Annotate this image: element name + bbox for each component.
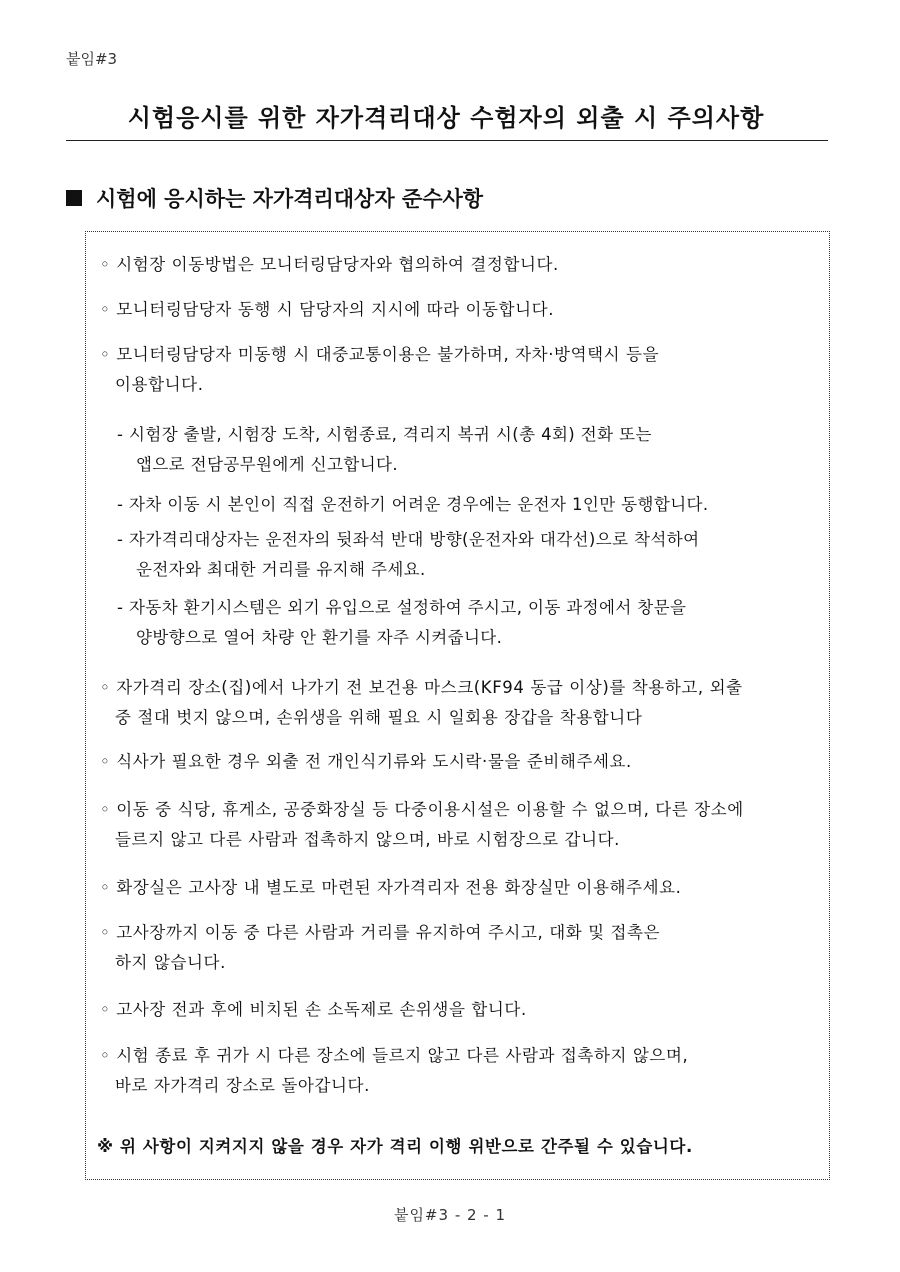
list-item — [100, 995, 822, 1025]
item-text: 고사장 전과 후에 비치된 손 소독제로 손위생을 합니다. — [116, 1000, 527, 1019]
item-text: 화장실은 고사장 내 별도로 마련된 자가격리자 전용 화장실만 이용해주세요. — [116, 878, 682, 897]
item-text-continued: 이용합니다. — [115, 375, 204, 394]
bullet-icon: ◦ — [100, 255, 111, 274]
list-item — [100, 250, 822, 280]
item-text: 시험장 이동방법은 모니터링담당자와 협의하여 결정합니다. — [116, 255, 559, 274]
list-item — [100, 918, 822, 978]
dash-marker: - — [117, 530, 124, 549]
sub-item-text-continued: 앱으로 전담공무원에게 신고합니다. — [136, 455, 399, 474]
bullet-icon: ◦ — [100, 678, 111, 697]
sub-item-text: 자가격리대상자는 운전자의 뒷좌석 반대 방향(운전자와 대각선)으로 착석하여 — [129, 530, 700, 549]
sub-item-text-continued: 운전자와 최대한 거리를 유지해 주세요. — [136, 560, 426, 579]
item-text: 이동 중 식당, 휴게소, 공중화장실 등 다중이용시설은 이용할 수 없으며, 다른 장소에 — [116, 800, 744, 819]
list-item — [100, 295, 822, 325]
bullet-icon: ◦ — [100, 878, 111, 897]
document-title: 시험응시를 위한 자가격리대상 수험자의 외출 시 주의사항 — [127, 104, 765, 132]
sub-list-item — [117, 420, 827, 480]
list-item — [100, 340, 822, 400]
bullet-icon: ◦ — [100, 923, 111, 942]
bullet-icon: ◦ — [100, 1046, 111, 1065]
bullet-icon: ◦ — [100, 752, 111, 771]
item-text-continued: 바로 자가격리 장소로 돌아갑니다. — [115, 1076, 370, 1095]
item-text: 모니터링담당자 미동행 시 대중교통이용은 불가하며, 자차·방역택시 등을 — [116, 345, 660, 364]
list-item — [100, 873, 822, 903]
item-text: 모니터링담당자 동행 시 담당자의 지시에 따라 이동합니다. — [116, 300, 555, 319]
list-item — [100, 1041, 822, 1101]
item-text: 고사장까지 이동 중 다른 사람과 거리를 유지하여 주시고, 대화 및 접촉은 — [116, 923, 661, 942]
item-text-continued: 하지 않습니다. — [115, 953, 226, 972]
attachment-label: 붙임#3 — [66, 50, 118, 68]
bullet-icon: ◦ — [100, 345, 111, 364]
list-item — [100, 795, 822, 855]
bullet-icon: ◦ — [100, 300, 111, 319]
list-item — [100, 747, 822, 777]
item-text-continued: 들르지 않고 다른 사람과 접촉하지 않으며, 바로 시험장으로 갑니다. — [115, 830, 621, 849]
section-heading — [66, 183, 483, 213]
sub-list-item — [117, 593, 827, 653]
sub-item-text: 자차 이동 시 본인이 직접 운전하기 어려운 경우에는 운전자 1인만 동행합니다. — [129, 495, 709, 514]
item-text: 자가격리 장소(집)에서 나가기 전 보건용 마스크(KF94 동급 이상)를 착용하고, 외출 — [116, 678, 743, 697]
section-heading-text: 시험에 응시하는 자가격리대상자 준수사항 — [96, 187, 484, 211]
sub-item-text-continued: 양방향으로 열어 차량 안 환기를 자주 시켜줍니다. — [136, 628, 503, 647]
list-item — [100, 673, 822, 733]
dash-marker: - — [117, 495, 124, 514]
sub-list-item — [117, 525, 827, 585]
title-divider — [66, 140, 828, 141]
bullet-icon: ◦ — [100, 1000, 111, 1019]
item-text: 식사가 필요한 경우 외출 전 개인식기류와 도시락·물을 준비해주세요. — [116, 752, 632, 771]
page-number: 붙임#3 - 2 - 1 — [393, 1206, 507, 1224]
dash-marker: - — [117, 425, 124, 444]
black-square-icon — [66, 190, 82, 206]
bullet-icon: ◦ — [100, 800, 111, 819]
sub-item-text: 시험장 출발, 시험장 도착, 시험종료, 격리지 복귀 시(총 4회) 전화 또는 — [129, 425, 652, 444]
sub-list-item — [117, 490, 827, 520]
sub-item-text: 자동차 환기시스템은 외기 유입으로 설정하여 주시고, 이동 과정에서 창문을 — [129, 598, 687, 617]
warning-note: ※ 위 사항이 지켜지지 않을 경우 자가 격리 이행 위반으로 간주될 수 있습니다. — [97, 1137, 693, 1156]
item-text: 시험 종료 후 귀가 시 다른 장소에 들르지 않고 다른 사람과 접촉하지 않으며, — [116, 1046, 689, 1065]
dash-marker: - — [117, 598, 124, 617]
item-text-continued: 중 절대 벗지 않으며, 손위생을 위해 필요 시 일회용 장갑을 착용합니다 — [115, 708, 643, 727]
